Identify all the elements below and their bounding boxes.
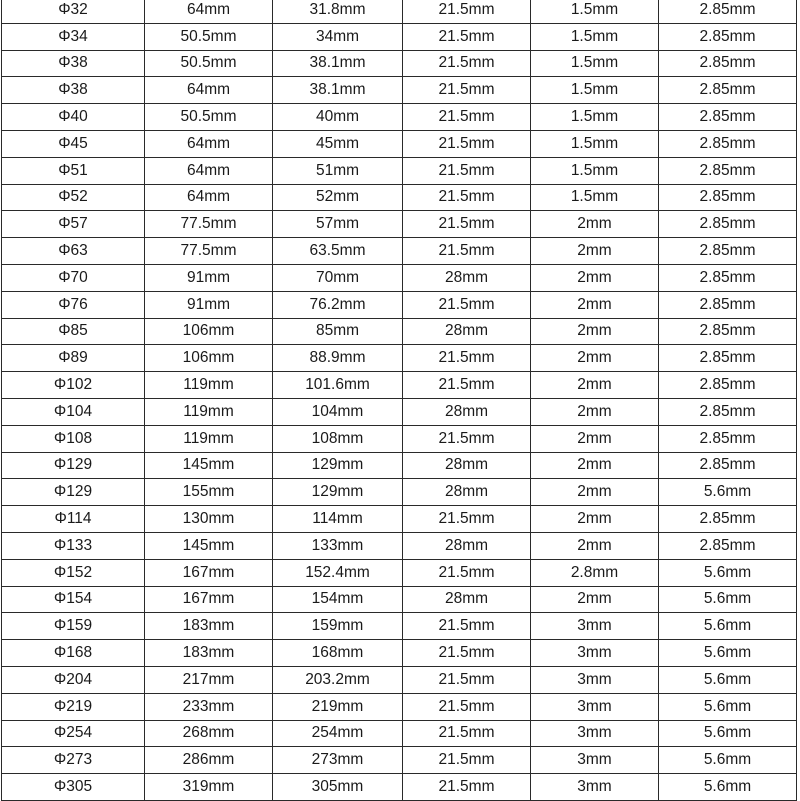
- table-row: [2, 238, 797, 265]
- table-row: [2, 720, 797, 747]
- col4-cell: 21.5mm: [403, 23, 531, 50]
- spec-table: [1, 0, 797, 801]
- size-cell: Φ104: [2, 398, 145, 425]
- col5-cell: 2mm: [531, 211, 659, 238]
- size-cell: Φ254: [2, 720, 145, 747]
- col4-cell: 28mm: [403, 318, 531, 345]
- col5-cell: 2mm: [531, 264, 659, 291]
- col3-cell: 154mm: [273, 586, 403, 613]
- col5-cell: 3mm: [531, 774, 659, 801]
- col6-cell: 5.6mm: [659, 666, 797, 693]
- size-cell: Φ52: [2, 184, 145, 211]
- table-row: [2, 666, 797, 693]
- col5-cell: 2.8mm: [531, 559, 659, 586]
- col3-cell: 40mm: [273, 104, 403, 131]
- col4-cell: 28mm: [403, 586, 531, 613]
- col3-cell: 152.4mm: [273, 559, 403, 586]
- col5-cell: 2mm: [531, 291, 659, 318]
- size-cell: Φ129: [2, 452, 145, 479]
- col5-cell: 3mm: [531, 666, 659, 693]
- table-row: [2, 211, 797, 238]
- col5-cell: 1.5mm: [531, 104, 659, 131]
- col3-cell: 38.1mm: [273, 50, 403, 77]
- col5-cell: 1.5mm: [531, 0, 659, 23]
- col4-cell: 21.5mm: [403, 238, 531, 265]
- col2-cell: 167mm: [145, 559, 273, 586]
- col5-cell: 2mm: [531, 425, 659, 452]
- col4-cell: 21.5mm: [403, 211, 531, 238]
- table-row: [2, 586, 797, 613]
- table-row: [2, 157, 797, 184]
- size-cell: Φ45: [2, 130, 145, 157]
- table-row: [2, 425, 797, 452]
- size-cell: Φ89: [2, 345, 145, 372]
- col5-cell: 2mm: [531, 372, 659, 399]
- col6-cell: 2.85mm: [659, 452, 797, 479]
- col3-cell: 88.9mm: [273, 345, 403, 372]
- col2-cell: 91mm: [145, 291, 273, 318]
- spec-table-body: [2, 0, 797, 800]
- col2-cell: 145mm: [145, 532, 273, 559]
- size-cell: Φ154: [2, 586, 145, 613]
- col2-cell: 64mm: [145, 184, 273, 211]
- table-row: [2, 774, 797, 801]
- col5-cell: 3mm: [531, 747, 659, 774]
- col2-cell: 183mm: [145, 640, 273, 667]
- col4-cell: 21.5mm: [403, 345, 531, 372]
- size-cell: Φ204: [2, 666, 145, 693]
- col3-cell: 219mm: [273, 693, 403, 720]
- col2-cell: 119mm: [145, 372, 273, 399]
- col3-cell: 63.5mm: [273, 238, 403, 265]
- table-row: [2, 130, 797, 157]
- col2-cell: 64mm: [145, 77, 273, 104]
- table-row: [2, 747, 797, 774]
- col4-cell: 21.5mm: [403, 747, 531, 774]
- size-cell: Φ133: [2, 532, 145, 559]
- size-cell: Φ102: [2, 372, 145, 399]
- col3-cell: 159mm: [273, 613, 403, 640]
- table-row: [2, 318, 797, 345]
- col6-cell: 2.85mm: [659, 104, 797, 131]
- col3-cell: 31.8mm: [273, 0, 403, 23]
- size-cell: Φ32: [2, 0, 145, 23]
- col3-cell: 203.2mm: [273, 666, 403, 693]
- table-row: [2, 506, 797, 533]
- col4-cell: 21.5mm: [403, 291, 531, 318]
- col6-cell: 5.6mm: [659, 747, 797, 774]
- col6-cell: 2.85mm: [659, 291, 797, 318]
- col4-cell: 21.5mm: [403, 640, 531, 667]
- col4-cell: 21.5mm: [403, 0, 531, 23]
- col6-cell: 5.6mm: [659, 613, 797, 640]
- col4-cell: 28mm: [403, 479, 531, 506]
- col5-cell: 1.5mm: [531, 50, 659, 77]
- col5-cell: 1.5mm: [531, 184, 659, 211]
- col3-cell: 104mm: [273, 398, 403, 425]
- col3-cell: 305mm: [273, 774, 403, 801]
- col5-cell: 2mm: [531, 452, 659, 479]
- col6-cell: 2.85mm: [659, 345, 797, 372]
- col2-cell: 91mm: [145, 264, 273, 291]
- size-cell: Φ159: [2, 613, 145, 640]
- col4-cell: 21.5mm: [403, 104, 531, 131]
- col4-cell: 21.5mm: [403, 774, 531, 801]
- col3-cell: 57mm: [273, 211, 403, 238]
- col3-cell: 133mm: [273, 532, 403, 559]
- col6-cell: 2.85mm: [659, 506, 797, 533]
- col4-cell: 21.5mm: [403, 50, 531, 77]
- col3-cell: 108mm: [273, 425, 403, 452]
- table-row: [2, 613, 797, 640]
- size-cell: Φ51: [2, 157, 145, 184]
- size-cell: Φ168: [2, 640, 145, 667]
- table-row: [2, 398, 797, 425]
- col4-cell: 21.5mm: [403, 425, 531, 452]
- col5-cell: 1.5mm: [531, 77, 659, 104]
- col2-cell: 64mm: [145, 130, 273, 157]
- col2-cell: 50.5mm: [145, 50, 273, 77]
- col6-cell: 2.85mm: [659, 425, 797, 452]
- col4-cell: 21.5mm: [403, 184, 531, 211]
- table-row: [2, 0, 797, 23]
- col2-cell: 155mm: [145, 479, 273, 506]
- col3-cell: 45mm: [273, 130, 403, 157]
- col4-cell: 21.5mm: [403, 613, 531, 640]
- size-cell: Φ114: [2, 506, 145, 533]
- col6-cell: 2.85mm: [659, 211, 797, 238]
- col2-cell: 167mm: [145, 586, 273, 613]
- col2-cell: 77.5mm: [145, 238, 273, 265]
- col5-cell: 3mm: [531, 693, 659, 720]
- col4-cell: 21.5mm: [403, 372, 531, 399]
- col3-cell: 101.6mm: [273, 372, 403, 399]
- size-cell: Φ219: [2, 693, 145, 720]
- col6-cell: 2.85mm: [659, 398, 797, 425]
- col5-cell: 2mm: [531, 398, 659, 425]
- col5-cell: 2mm: [531, 506, 659, 533]
- col4-cell: 21.5mm: [403, 157, 531, 184]
- size-cell: Φ76: [2, 291, 145, 318]
- col4-cell: 21.5mm: [403, 130, 531, 157]
- col5-cell: 3mm: [531, 640, 659, 667]
- col3-cell: 34mm: [273, 23, 403, 50]
- col2-cell: 233mm: [145, 693, 273, 720]
- col5-cell: 1.5mm: [531, 157, 659, 184]
- col5-cell: 2mm: [531, 532, 659, 559]
- col6-cell: 2.85mm: [659, 0, 797, 23]
- size-cell: Φ70: [2, 264, 145, 291]
- col3-cell: 38.1mm: [273, 77, 403, 104]
- size-cell: Φ57: [2, 211, 145, 238]
- col6-cell: 2.85mm: [659, 77, 797, 104]
- size-cell: Φ129: [2, 479, 145, 506]
- col2-cell: 106mm: [145, 318, 273, 345]
- table-row: [2, 104, 797, 131]
- col5-cell: 3mm: [531, 613, 659, 640]
- size-cell: Φ38: [2, 50, 145, 77]
- table-row: [2, 452, 797, 479]
- size-cell: Φ305: [2, 774, 145, 801]
- table-row: [2, 50, 797, 77]
- col4-cell: 21.5mm: [403, 666, 531, 693]
- table-row: [2, 372, 797, 399]
- col2-cell: 106mm: [145, 345, 273, 372]
- col3-cell: 70mm: [273, 264, 403, 291]
- col3-cell: 129mm: [273, 479, 403, 506]
- col5-cell: 2mm: [531, 318, 659, 345]
- col5-cell: 2mm: [531, 586, 659, 613]
- col2-cell: 319mm: [145, 774, 273, 801]
- col6-cell: 5.6mm: [659, 559, 797, 586]
- col6-cell: 2.85mm: [659, 372, 797, 399]
- col5-cell: 1.5mm: [531, 130, 659, 157]
- col6-cell: 2.85mm: [659, 532, 797, 559]
- col5-cell: 2mm: [531, 238, 659, 265]
- col6-cell: 5.6mm: [659, 720, 797, 747]
- col3-cell: 129mm: [273, 452, 403, 479]
- size-cell: Φ34: [2, 23, 145, 50]
- col2-cell: 119mm: [145, 398, 273, 425]
- col2-cell: 145mm: [145, 452, 273, 479]
- col6-cell: 5.6mm: [659, 586, 797, 613]
- col2-cell: 183mm: [145, 613, 273, 640]
- col5-cell: 2mm: [531, 479, 659, 506]
- col2-cell: 217mm: [145, 666, 273, 693]
- table-row: [2, 479, 797, 506]
- table-row: [2, 291, 797, 318]
- col4-cell: 21.5mm: [403, 720, 531, 747]
- col3-cell: 254mm: [273, 720, 403, 747]
- col6-cell: 2.85mm: [659, 264, 797, 291]
- col3-cell: 273mm: [273, 747, 403, 774]
- col3-cell: 168mm: [273, 640, 403, 667]
- col4-cell: 21.5mm: [403, 693, 531, 720]
- col2-cell: 130mm: [145, 506, 273, 533]
- col6-cell: 5.6mm: [659, 640, 797, 667]
- size-cell: Φ38: [2, 77, 145, 104]
- table-row: [2, 640, 797, 667]
- table-row: [2, 345, 797, 372]
- col3-cell: 52mm: [273, 184, 403, 211]
- col6-cell: 5.6mm: [659, 774, 797, 801]
- size-cell: Φ152: [2, 559, 145, 586]
- col4-cell: 28mm: [403, 452, 531, 479]
- col5-cell: 2mm: [531, 345, 659, 372]
- size-cell: Φ85: [2, 318, 145, 345]
- col6-cell: 2.85mm: [659, 184, 797, 211]
- col6-cell: 2.85mm: [659, 23, 797, 50]
- col3-cell: 76.2mm: [273, 291, 403, 318]
- col6-cell: 2.85mm: [659, 130, 797, 157]
- col6-cell: 2.85mm: [659, 318, 797, 345]
- col6-cell: 2.85mm: [659, 157, 797, 184]
- col2-cell: 77.5mm: [145, 211, 273, 238]
- size-cell: Φ273: [2, 747, 145, 774]
- col2-cell: 50.5mm: [145, 104, 273, 131]
- table-row: [2, 77, 797, 104]
- col2-cell: 286mm: [145, 747, 273, 774]
- col2-cell: 64mm: [145, 157, 273, 184]
- table-row: [2, 559, 797, 586]
- col5-cell: 3mm: [531, 720, 659, 747]
- col3-cell: 85mm: [273, 318, 403, 345]
- col3-cell: 51mm: [273, 157, 403, 184]
- col2-cell: 64mm: [145, 0, 273, 23]
- col4-cell: 28mm: [403, 264, 531, 291]
- col4-cell: 21.5mm: [403, 77, 531, 104]
- col6-cell: 5.6mm: [659, 479, 797, 506]
- table-row: [2, 532, 797, 559]
- col4-cell: 21.5mm: [403, 559, 531, 586]
- size-cell: Φ40: [2, 104, 145, 131]
- col6-cell: 5.6mm: [659, 693, 797, 720]
- col4-cell: 21.5mm: [403, 506, 531, 533]
- col2-cell: 268mm: [145, 720, 273, 747]
- col6-cell: 2.85mm: [659, 50, 797, 77]
- size-cell: Φ63: [2, 238, 145, 265]
- table-row: [2, 23, 797, 50]
- table-row: [2, 184, 797, 211]
- col4-cell: 28mm: [403, 398, 531, 425]
- table-row: [2, 264, 797, 291]
- col2-cell: 119mm: [145, 425, 273, 452]
- size-cell: Φ108: [2, 425, 145, 452]
- col4-cell: 28mm: [403, 532, 531, 559]
- table-row: [2, 693, 797, 720]
- col6-cell: 2.85mm: [659, 238, 797, 265]
- col5-cell: 1.5mm: [531, 23, 659, 50]
- col2-cell: 50.5mm: [145, 23, 273, 50]
- col3-cell: 114mm: [273, 506, 403, 533]
